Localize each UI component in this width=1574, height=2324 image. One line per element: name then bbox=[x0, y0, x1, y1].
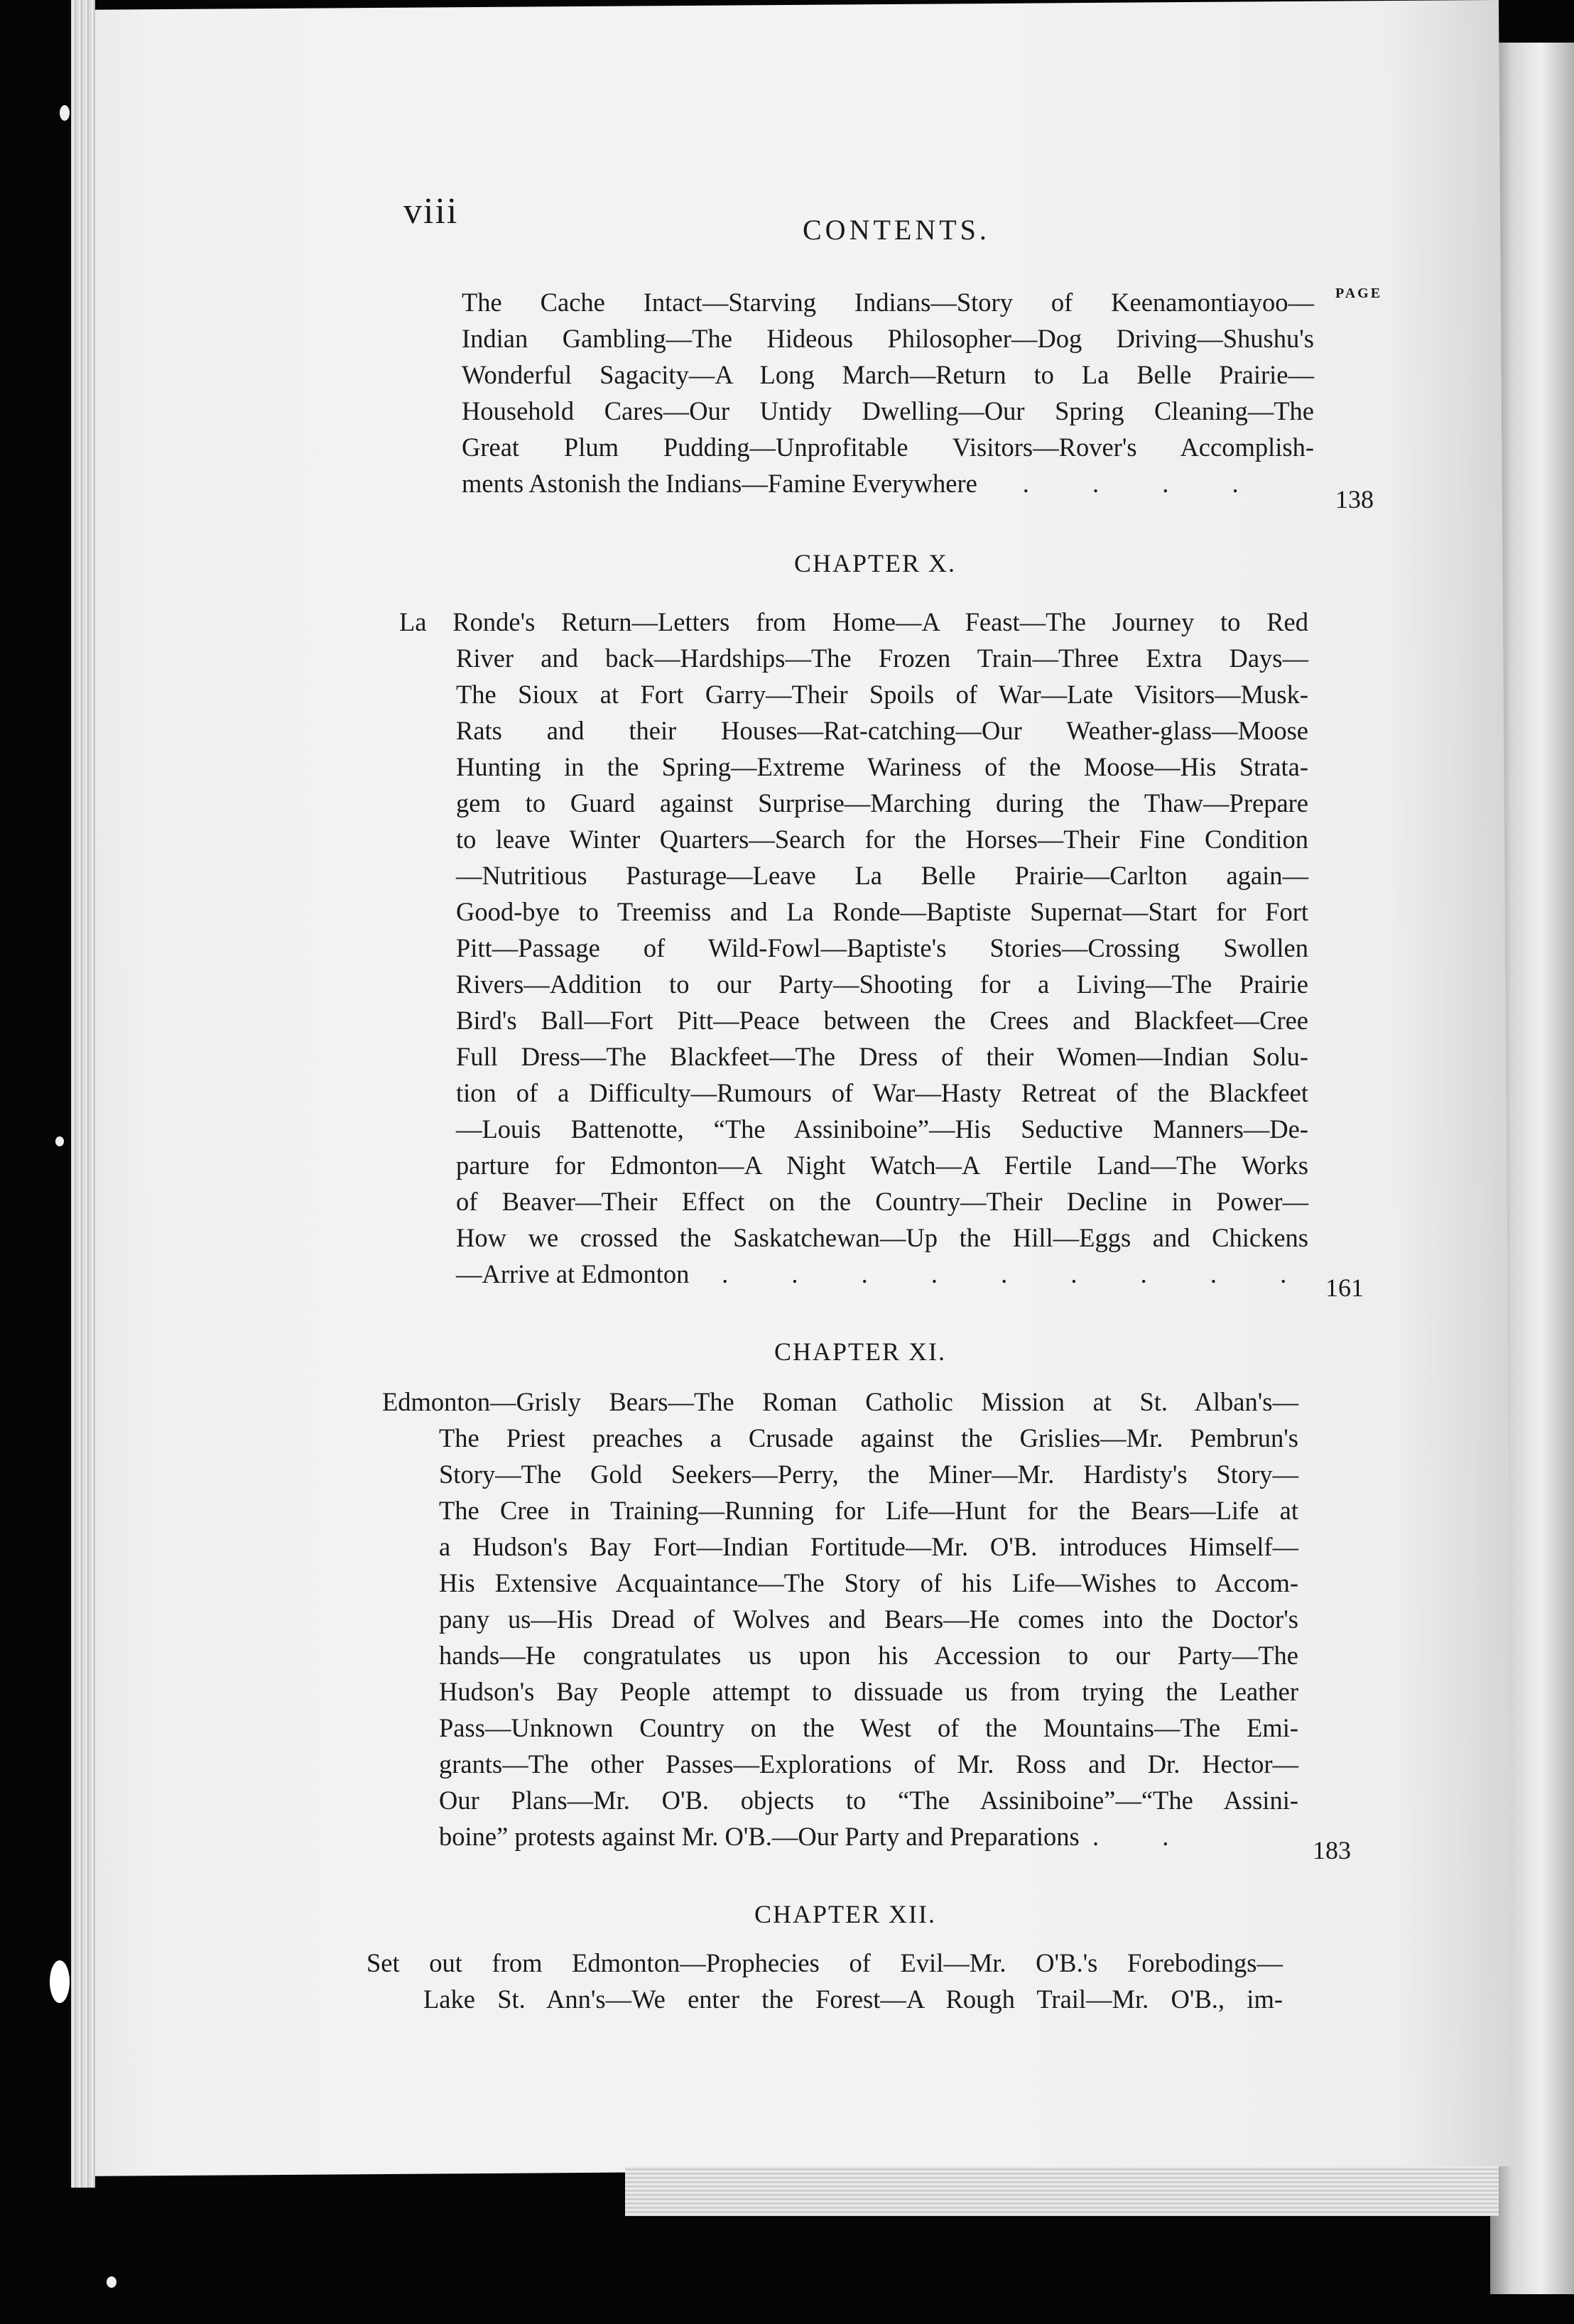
entry-line: grants—The other Passes—Explorations of Mr. Ross and Dr. Hector— bbox=[439, 1749, 1298, 1779]
toc-entry-chapter-xii bbox=[367, 1945, 1283, 2017]
entry-line: River and back—Hardships—The Frozen Train—Three Extra Days— bbox=[456, 644, 1308, 673]
entry-line: Good-bye to Treemiss and La Ronde—Baptiste Supernat—Start for Fort bbox=[456, 897, 1308, 926]
entry-line: Bird's Ball—Fort Pitt—Peace between the Crees and Blackfeet—Cree bbox=[456, 1006, 1308, 1035]
page-number: 138 bbox=[1335, 485, 1374, 514]
entry-line: Hudson's Bay People attempt to dissuade us from trying the Leather bbox=[439, 1677, 1298, 1706]
chapter-heading: CHAPTER X. bbox=[794, 549, 957, 577]
entry-line: of Beaver—Their Effect on the Country—Their Decline in Power— bbox=[456, 1187, 1308, 1216]
dot-leader: . . bbox=[1092, 1822, 1198, 1851]
page-column-label: PAGE bbox=[1335, 286, 1383, 301]
entry-line bbox=[462, 465, 1314, 501]
entry-line: How we crossed the Saskatchewan—Up the Hill—Eggs and Chickens bbox=[456, 1223, 1308, 1252]
entry-line: pany us—His Dread of Wolves and Bears—He comes into the Doctor's bbox=[439, 1604, 1298, 1634]
entry-line: Edmonton—Grisly Bears—The Roman Catholic Mission at St. Alban's— bbox=[382, 1387, 1298, 1416]
dot-leader: . . . . bbox=[1022, 469, 1267, 498]
entry-line: Household Cares—Our Untidy Dwelling—Our Spring Cleaning—The bbox=[462, 396, 1314, 425]
entry-line: —Louis Battenotte, “The Assiniboine”—His Seductive Manners—De- bbox=[456, 1114, 1308, 1144]
entry-line: The Cree in Training—Running for Life—Hunt for the Bears—Life at bbox=[439, 1496, 1298, 1525]
entry-line: Indian Gambling—The Hideous Philosopher—Dog Driving—Shushu's bbox=[462, 324, 1314, 353]
page-number: 183 bbox=[1313, 1836, 1351, 1864]
entry-line-text: ments Astonish the Indians—Famine Everywhere bbox=[462, 469, 977, 498]
entry-line: Great Plum Pudding—Unprofitable Visitors—Rover's Accomplish- bbox=[462, 433, 1314, 462]
entry-line: Wonderful Sagacity—A Long March—Return to La Belle Prairie— bbox=[462, 360, 1314, 389]
entry-line: The Priest preaches a Crusade against the Grislies—Mr. Pembrun's bbox=[439, 1423, 1298, 1452]
entry-line: His Extensive Acquaintance—The Story of his Life—Wishes to Accom- bbox=[439, 1568, 1298, 1597]
entry-line: Rivers—Addition to our Party—Shooting for a Living—The Prairie bbox=[456, 970, 1308, 999]
entry-line: parture for Edmonton—A Night Watch—A Fertile Land—The Works bbox=[456, 1151, 1308, 1180]
entry-line: Full Dress—The Blackfeet—The Dress of their Women—Indian Solu- bbox=[456, 1042, 1308, 1071]
entry-line: Lake St. Ann's—We enter the Forest—A Rough Trail—Mr. O'B., im- bbox=[423, 1984, 1283, 2014]
entry-line: to leave Winter Quarters—Search for the Horses—Their Fine Condition bbox=[456, 825, 1308, 854]
entry-line: Hunting in the Spring—Extreme Wariness of the Moose—His Strata- bbox=[456, 752, 1308, 781]
entry-line bbox=[399, 1256, 1315, 1292]
dot-leader: . . . . . . . . . bbox=[722, 1259, 1315, 1288]
page-folio: viii bbox=[403, 191, 459, 232]
entry-line: hands—He congratulates us upon his Accession to our Party—The bbox=[439, 1641, 1298, 1670]
entry-line: La Ronde's Return—Letters from Home—A Feast—The Journey to Red bbox=[399, 607, 1308, 636]
chapter-heading: CHAPTER XI. bbox=[774, 1337, 947, 1366]
running-head: CONTENTS. bbox=[803, 214, 990, 246]
entry-line: Pitt—Passage of Wild-Fowl—Baptiste's Stories—Crossing Swollen bbox=[456, 933, 1308, 962]
entry-line: a Hudson's Bay Fort—Indian Fortitude—Mr. O'B. introduces Himself— bbox=[439, 1532, 1298, 1561]
entry-line: gem to Guard against Surprise—Marching during the Thaw—Prepare bbox=[456, 788, 1308, 818]
entry-line: Pass—Unknown Country on the West of the Mountains—The Emi- bbox=[439, 1713, 1298, 1742]
entry-line bbox=[382, 1818, 1298, 1855]
entry-line-text: boine” protests against Mr. O'B.—Our Party and Preparations bbox=[439, 1822, 1080, 1851]
entry-line-text: —Arrive at Edmonton bbox=[456, 1259, 690, 1288]
toc-entry-chapter-xi bbox=[382, 1384, 1298, 1855]
toc-entry-chapter-x bbox=[399, 604, 1315, 1292]
page-number: 161 bbox=[1325, 1274, 1364, 1302]
entry-line: tion of a Difficulty—Rumours of War—Hasty Retreat of the Blackfeet bbox=[456, 1078, 1308, 1107]
toc-entry-chapter-ix-continued bbox=[462, 284, 1314, 501]
entry-line: Set out from Edmonton—Prophecies of Evil—Mr. O'B.'s Forebodings— bbox=[367, 1948, 1283, 1977]
entry-line: The Sioux at Fort Garry—Their Spoils of War—Late Visitors—Musk- bbox=[456, 680, 1308, 709]
entry-line: —Nutritious Pasturage—Leave La Belle Prairie—Carlton again— bbox=[456, 861, 1308, 890]
entry-line: Story—The Gold Seekers—Perry, the Miner—Mr. Hardisty's Story— bbox=[439, 1460, 1298, 1489]
chapter-heading: CHAPTER XII. bbox=[754, 1900, 936, 1928]
entry-line: Our Plans—Mr. O'B. objects to “The Assiniboine”—“The Assini- bbox=[439, 1786, 1298, 1815]
entry-line: The Cache Intact—Starving Indians—Story of Keenamontiayoo— bbox=[462, 288, 1314, 317]
entry-line: Rats and their Houses—Rat-catching—Our Weather-glass—Moose bbox=[456, 716, 1308, 745]
